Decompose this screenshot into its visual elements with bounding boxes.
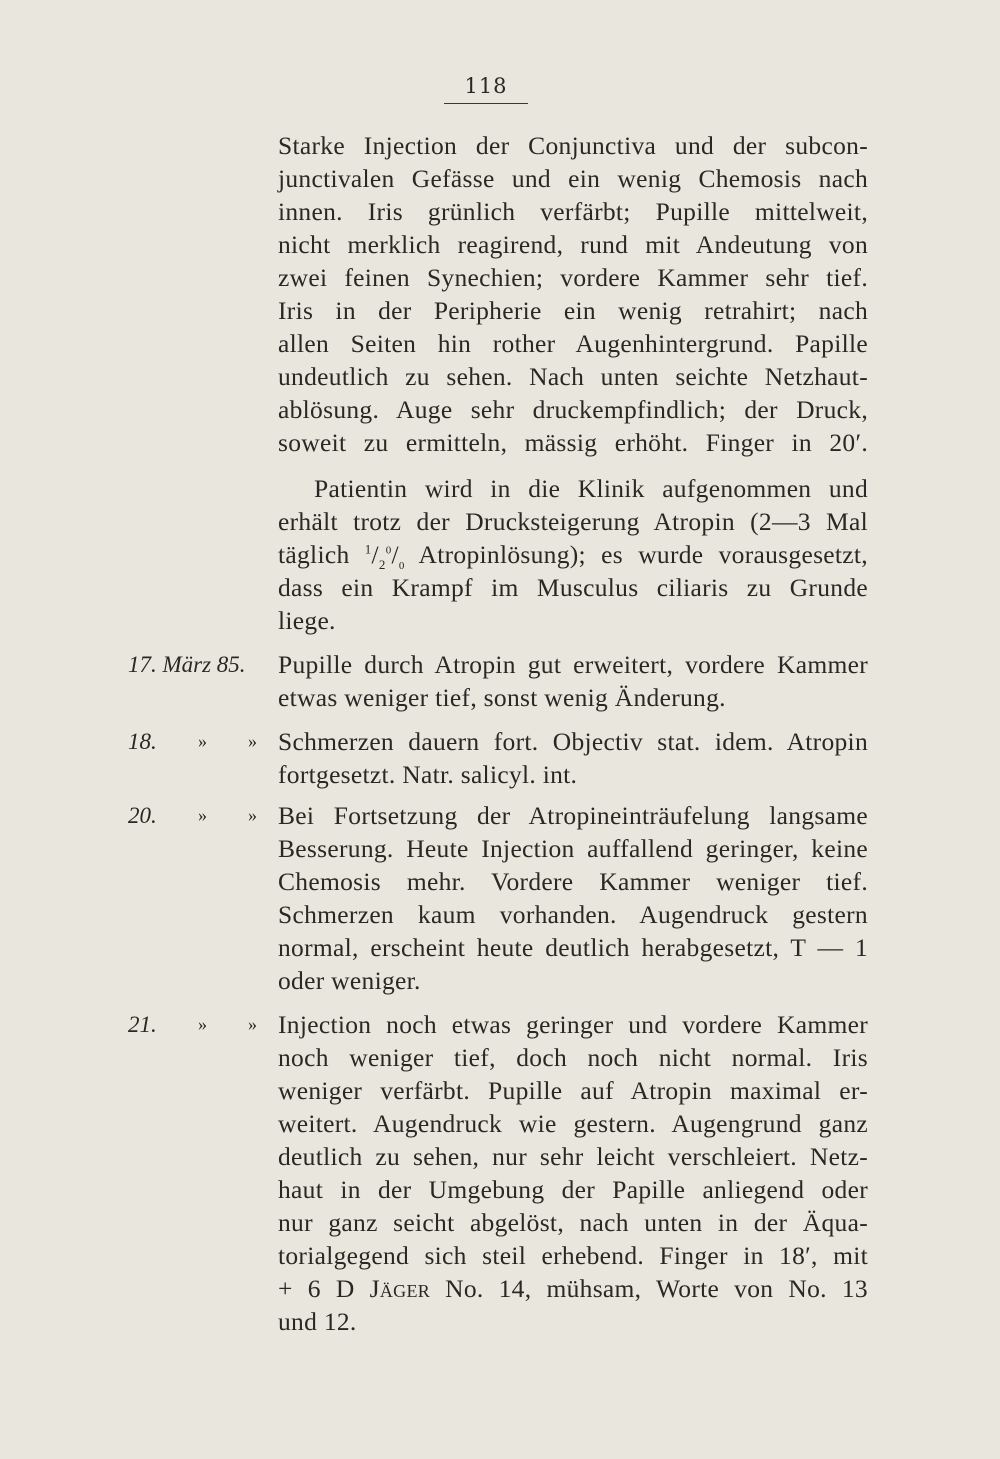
text-line: torialgegend sich steil erhebend. Finger in 18′, mit [278,1241,868,1270]
text-line: Injection noch etwas geringer und vordere Kammer [278,1010,868,1039]
text-line: undeutlich zu sehen. Nach unten seichte Netzhaut- [278,362,868,391]
text-line: Schmerzen dauern fort. Objectiv stat. idem. Atropin [278,727,868,756]
fraction: $^1/_2^0/_0$ [364,540,405,573]
date-entry: 18. [128,729,157,754]
text-fragment: täglich [278,540,350,569]
text-line: erhält trotz der Drucksteigerung Atropin (2—3 Mal [278,507,868,536]
text-line: liege. [278,606,336,635]
ditto-mark: » [198,1014,207,1034]
text-line: normal, erscheint heute deutlich herabgesetzt, T — 1 [278,933,868,962]
ditto-mark: » [248,805,257,825]
text-line: oder weniger. [278,966,421,995]
author-name: Jäger [369,1274,431,1303]
text-line: ablösung. Auge sehr druckempfindlich; der Druck, [278,395,868,424]
text-line: allen Seiten hin rother Augenhintergrund. Papille [278,329,868,358]
text-line [278,538,868,571]
text-line: Bei Fortsetzung der Atropineinträufelung langsame [278,801,868,830]
text-line: Iris in der Peripherie ein wenig retrahirt; nach [278,296,868,325]
text-line: nicht merklich reagirend, rund mit Andeutung von [278,230,868,259]
date-entry: 20. [128,803,157,828]
text-line: zwei feinen Synechien; vordere Kammer sehr tief. [278,263,868,292]
text-fragment: + 6 D [278,1274,355,1303]
text-line: noch weniger tief, doch noch nicht normal. Iris [278,1043,868,1072]
text-line: dass ein Krampf im Musculus ciliaris zu Grunde [278,573,868,602]
text-fragment: No. 14, mühsam, Worte von No. 13 [445,1274,868,1303]
text-line: deutlich zu sehen, nur sehr leicht verschleiert. Netz- [278,1142,868,1171]
text-line: soweit zu ermitteln, mässig erhöht. Finger in 20′. [278,428,868,457]
page-number: 118 [464,74,508,98]
text-line: Patientin wird in die Klinik aufgenommen und [314,474,868,503]
text-line: etwas weniger tief, sonst wenig Änderung. [278,683,726,712]
ditto-mark: » [248,731,257,751]
text-line: nur ganz seicht abgelöst, nach unten in der Äqua- [278,1208,868,1237]
text-line: weitert. Augendruck wie gestern. Augengrund ganz [278,1109,868,1138]
text-line: Starke Injection der Conjunctiva und der subcon- [278,131,868,160]
text-fragment: Atropinlösung); es wurde vorausgesetzt, [418,540,868,569]
text-line [278,1272,868,1305]
text-line: fortgesetzt. Natr. salicyl. int. [278,760,578,789]
ditto-mark: » [248,1014,257,1034]
text-line: innen. Iris grünlich verfärbt; Pupille mittelweit, [278,197,868,226]
text-line: haut in der Umgebung der Papille anliegend oder [278,1175,868,1204]
text-line: und 12. [278,1307,357,1336]
text-line: Pupille durch Atropin gut erweitert, vordere Kammer [278,650,868,679]
text-line: Besserung. Heute Injection auffallend geringer, keine [278,834,868,863]
ditto-mark: » [198,731,207,751]
ditto-mark: » [198,805,207,825]
date-entry: 21. [128,1012,157,1037]
text-line: junctivalen Gefässe und ein wenig Chemosis nach [278,164,868,193]
date-entry: 17. März 85. [128,652,246,677]
page-number-rule [444,103,528,104]
text-line: weniger verfärbt. Pupille auf Atropin maximal er- [278,1076,868,1105]
text-line: Schmerzen kaum vorhanden. Augendruck gestern [278,900,868,929]
text-line: Chemosis mehr. Vordere Kammer weniger tief. [278,867,868,896]
